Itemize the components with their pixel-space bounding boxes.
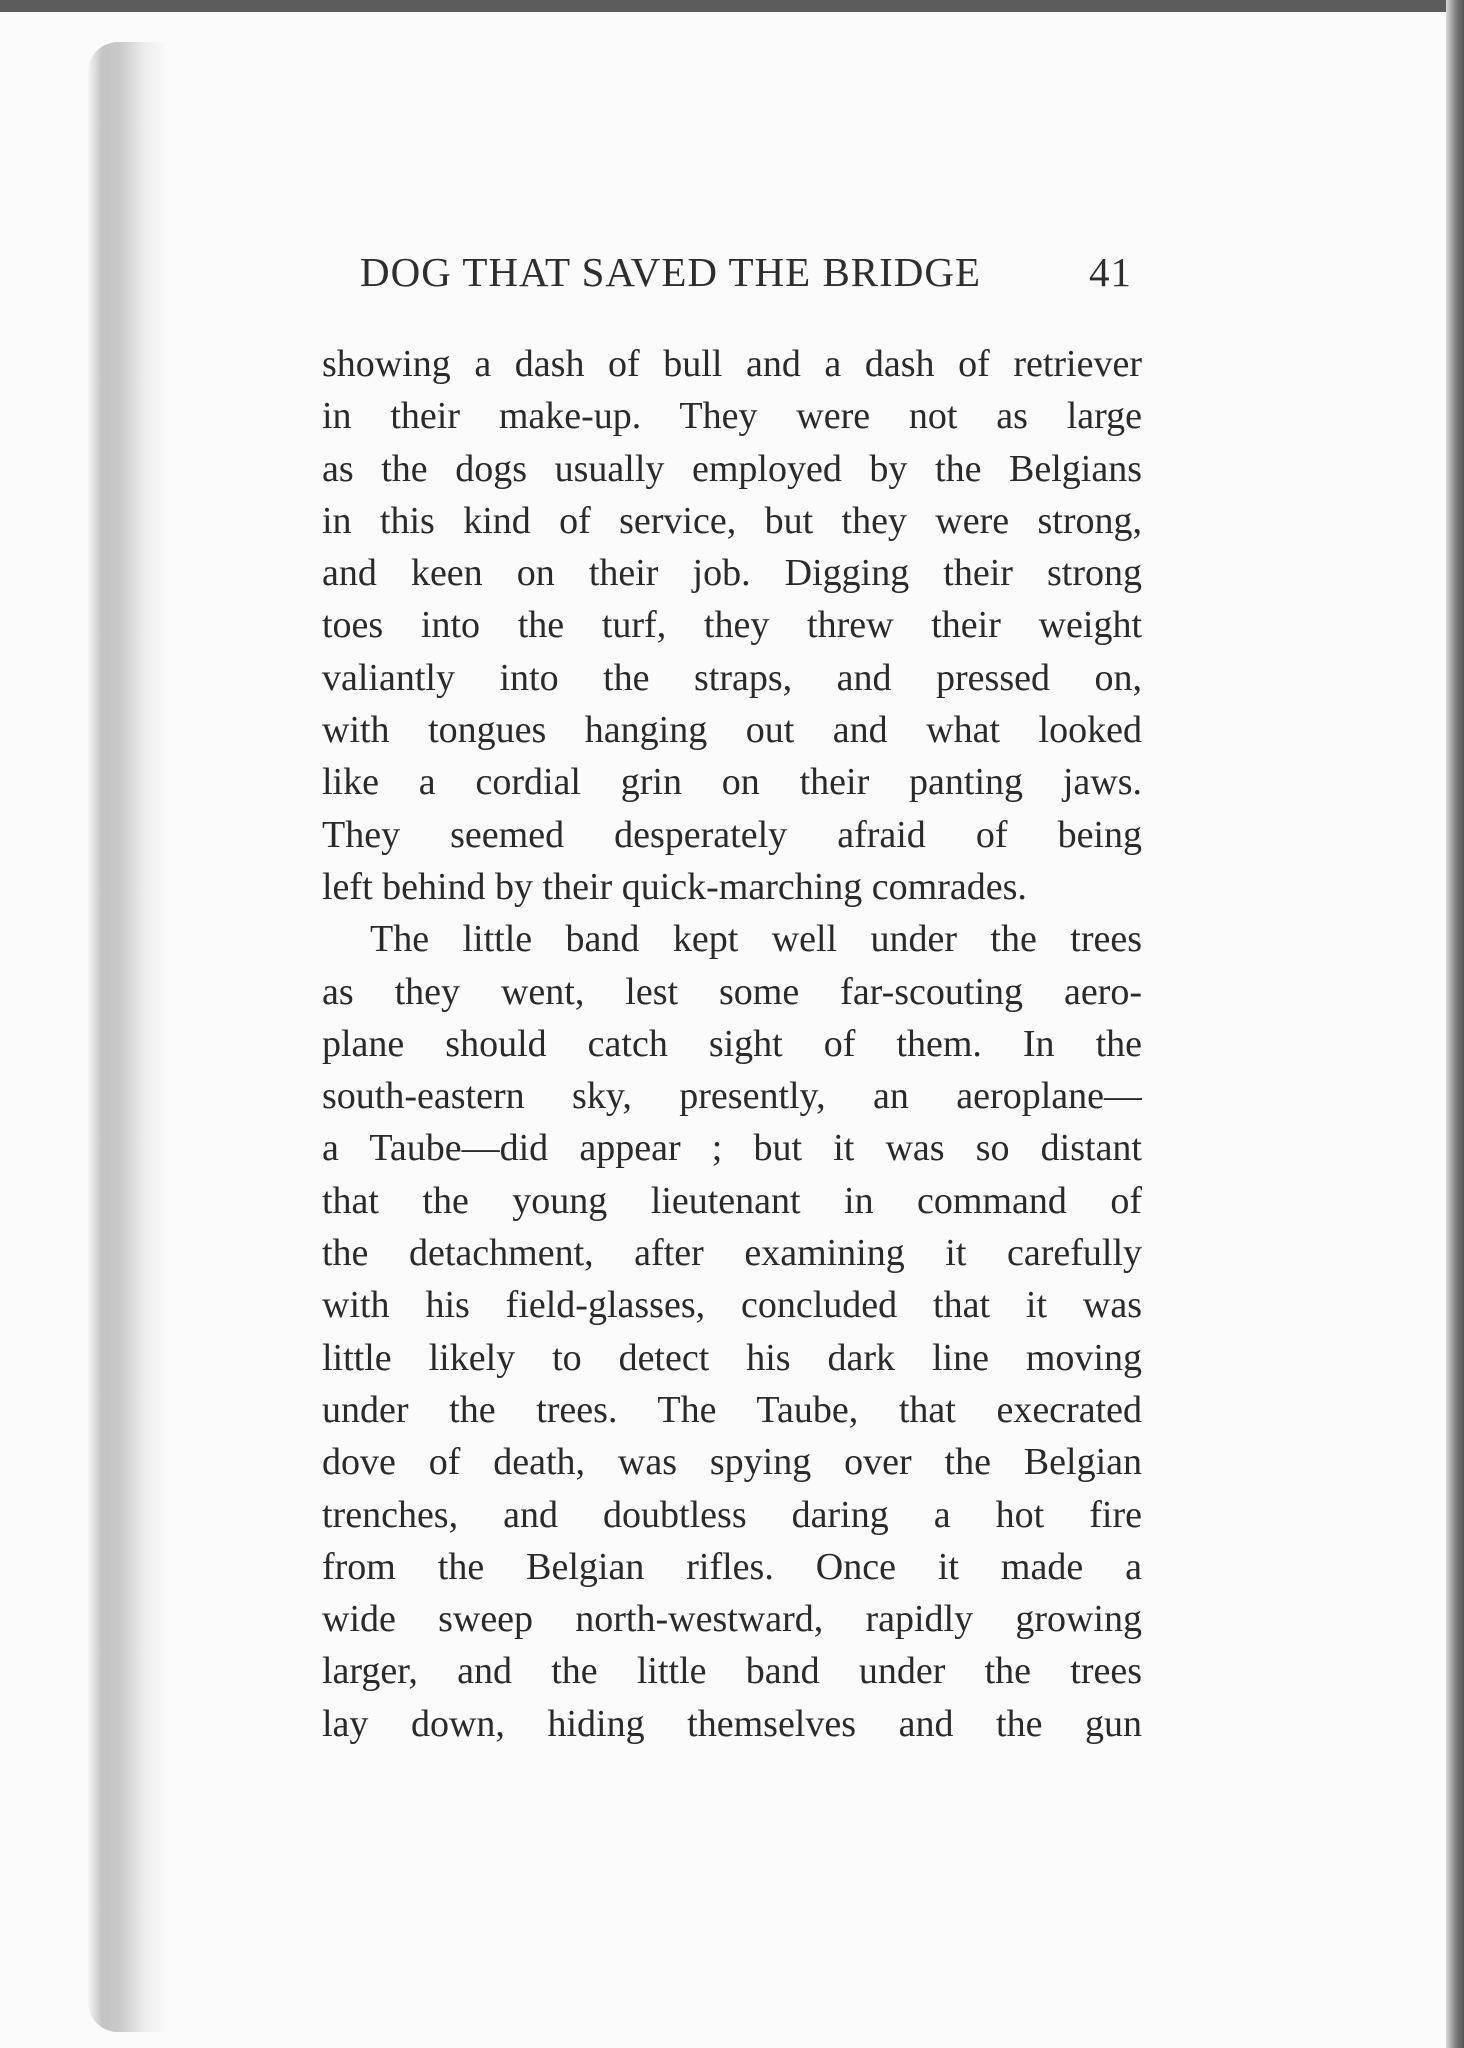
text-line: The little band kept well under the trees <box>370 918 1142 961</box>
running-head-title: DOG THAT SAVED THE BRIDGE <box>360 249 982 295</box>
text-line: lay down, hiding themselves and the gun <box>322 1702 1142 1745</box>
text-line: showing a dash of bull and a dash of retriever <box>322 343 1142 385</box>
text-line: and keen on their job. Digging their strong <box>322 552 1142 595</box>
text-line: south-eastern sky, presently, an aeroplane— <box>322 1075 1142 1118</box>
text-line: wide sweep north-westward, rapidly growing <box>322 1598 1142 1641</box>
text-line: with his field-glasses, concluded that it was <box>322 1284 1142 1327</box>
binding-gutter-shadow <box>88 42 168 2032</box>
running-head <box>360 248 1132 308</box>
text-line: left behind by their quick-marching comrades. <box>322 865 1027 908</box>
text-line: as the dogs usually employed by the Belgians <box>322 447 1142 490</box>
text-line: the detachment, after examining it carefully <box>322 1232 1142 1275</box>
text-line: a Taube—did appear ; but it was so distant <box>322 1127 1142 1170</box>
text-line: in their make-up. They were not as large <box>322 395 1142 438</box>
text-line: little likely to detect his dark line moving <box>322 1336 1142 1379</box>
text-line: from the Belgian rifles. Once it made a <box>322 1545 1142 1588</box>
text-line: that the young lieutenant in command of <box>322 1179 1142 1222</box>
text-line: dove of death, was spying over the Belgian <box>322 1441 1142 1484</box>
text-line: trenches, and doubtless daring a hot fire <box>322 1493 1142 1536</box>
text-line: as they went, lest some far-scouting aero- <box>322 970 1142 1013</box>
text-line: larger, and the little band under the trees <box>322 1650 1142 1693</box>
text-line: toes into the turf, they threw their weight <box>322 604 1142 647</box>
body-text <box>322 338 1142 1750</box>
page-paper <box>0 12 1446 2048</box>
text-line: valiantly into the straps, and pressed on, <box>322 656 1142 699</box>
text-line: like a cordial grin on their panting jaws. <box>322 761 1142 804</box>
text-line: plane should catch sight of them. In the <box>322 1022 1142 1065</box>
text-line: with tongues hanging out and what looked <box>322 709 1142 752</box>
page-right-edge <box>1446 0 1464 2048</box>
text-line: under the trees. The Taube, that execrated <box>322 1388 1142 1431</box>
text-line: They seemed desperately afraid of being <box>322 813 1142 856</box>
text-line: in this kind of service, but they were strong, <box>322 499 1142 542</box>
page-number: 41 <box>1089 249 1132 295</box>
